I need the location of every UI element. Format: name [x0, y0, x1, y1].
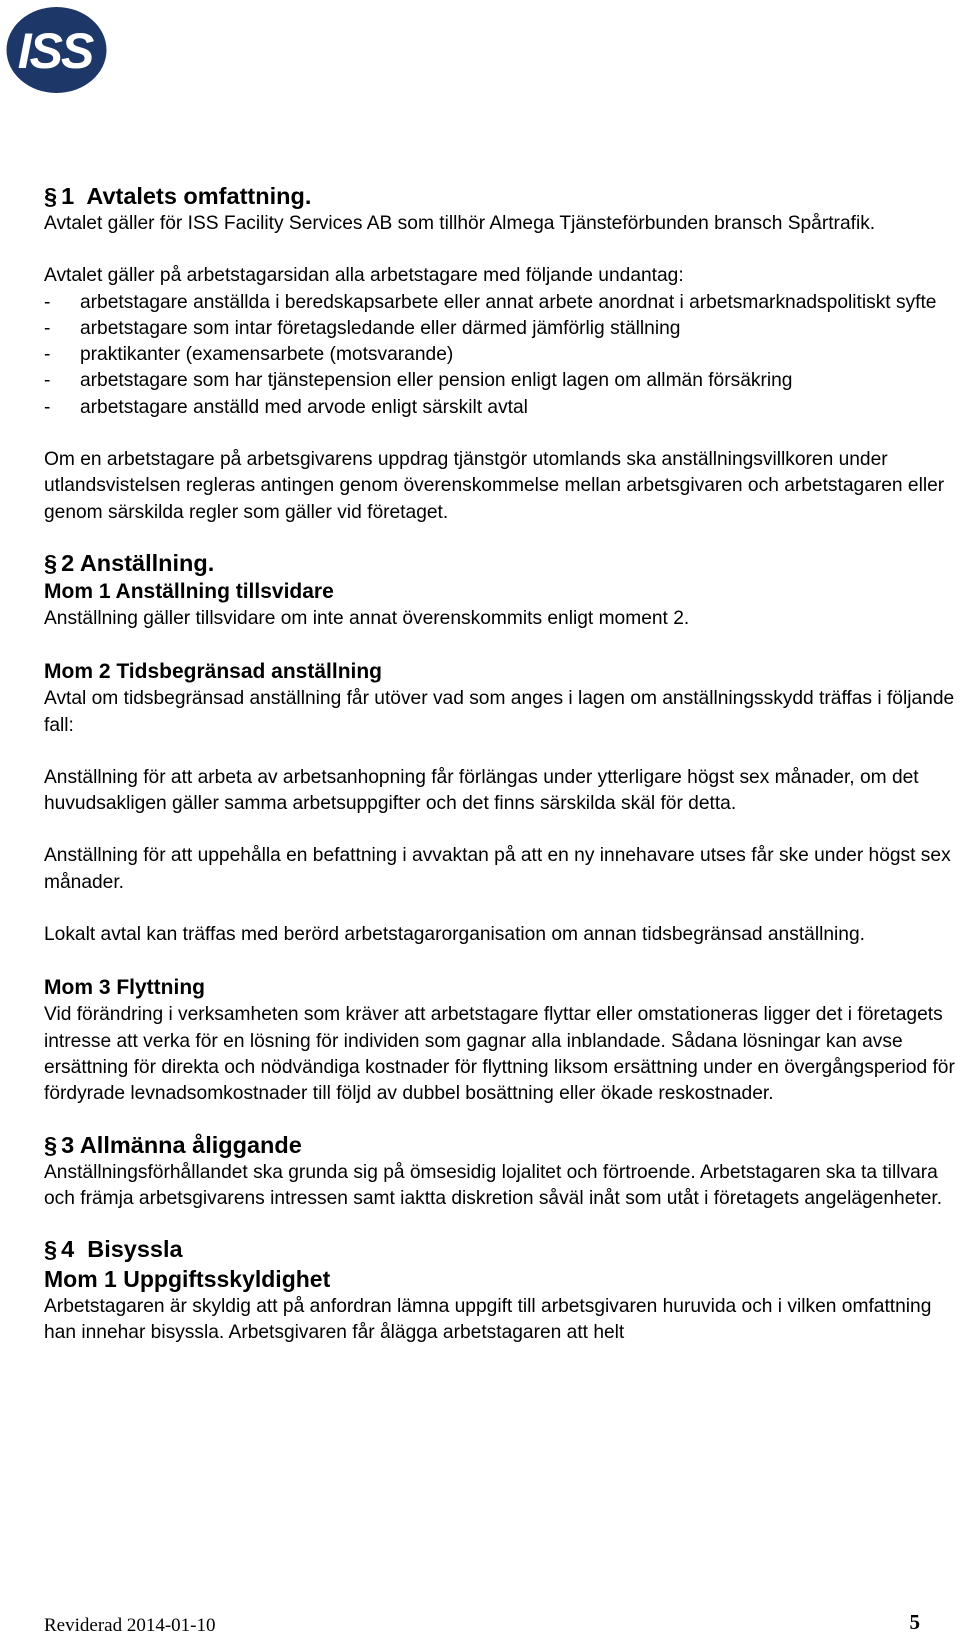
section-4-heading	[44, 1234, 956, 1264]
subsection-heading: Mom 3 Flyttning	[44, 976, 205, 1000]
paragraph: Anställning för att uppehålla en befattning i avvaktan på att en ny innehavare utses får ske under högst sex månader.	[44, 845, 951, 893]
section-symbol: §	[44, 1236, 58, 1263]
section-symbol: §	[44, 183, 58, 209]
paragraph: Anställning för att arbeta av arbetsanhopning får förlängas under ytterligare högst sex månader, om det huvudsakligen gäller samma arbetsuppgifter och det finns särskilda skäl för detta.	[44, 766, 919, 815]
paragraph: Avtalet gäller för ISS Facility Services AB som tillhör Almega Tjänsteförbunden bransch Spårtrafik.	[44, 213, 876, 234]
section-number: 2	[61, 549, 75, 576]
exceptions-list	[44, 290, 956, 421]
section-symbol: §	[44, 1131, 58, 1158]
paragraph: Anställningsförhållandet ska grunda sig på ömsesidig lojalitet och förtroende. Arbetstagaren ska ta tillvara och främja arbetsgivarens intressen samt iaktta diskretion såväl inåt som utåt i företagets angelägenheter.	[44, 1161, 943, 1209]
paragraph: Avtalet gäller på arbetstagarsidan alla arbetstagare med följande undantag:	[44, 265, 684, 287]
subsection-heading: Mom 1 Uppgiftsskyldighet	[44, 1266, 331, 1293]
section-3-heading	[44, 1130, 956, 1160]
list-item: - arbetstagare som intar företagsledande eller därmed jämförlig ställning	[44, 317, 681, 339]
paragraph: Avtal om tidsbegränsad anställning får utöver vad som anges i lagen om anställningsskydd träffas i följande fall:	[44, 688, 955, 736]
paragraph: Vid förändring i verksamheten som kräver att arbetstagare flyttar eller omstationeras ligger det i företagets intresse att verka för en lösning för individen som gagnar alla inblandade. Sådana lösningar kan avse ersättning för direkta och nödvändiga kostnader för flyttning liksom ersättning under en övergångsperiod för fördyrade levnadsomkostnader till följd av dubbel bosättning eller ökade reskostnader.	[44, 1004, 955, 1105]
section-number: 3	[61, 1131, 75, 1158]
paragraph: Om en arbetstagare på arbetsgivarens uppdrag tjänstgör utomlands ska anställningsvillkoren under utlandsvistelsen regleras antingen genom överenskommelse mellan arbetsgivaren och arbetstagaren eller genom särskilda regler som gäller vid företaget.	[44, 449, 945, 523]
section-title: Allmänna åliggande	[79, 1131, 302, 1158]
section-number: 4	[61, 1236, 75, 1263]
logo-text: ISS	[17, 23, 93, 79]
section-1-heading	[44, 181, 956, 211]
document-body	[44, 181, 956, 1347]
list-item: - praktikanter (examensarbete (motsvarande)	[44, 344, 454, 366]
section-number: 1	[61, 183, 75, 209]
paragraph: Arbetstagaren är skyldig att på anfordran lämna uppgift till arbetsgivaren huruvida och i vilken omfattning han innehar bisyssla. Arbetsgivaren får ålägga arbetstagaren att helt	[44, 1296, 932, 1344]
iss-logo	[5, 5, 108, 95]
page-number: 5	[909, 1610, 920, 1634]
list-item: - arbetstagare anställda i beredskapsarbete eller annat arbete anordnat i arbetsmarknadspolitiskt syfte	[44, 291, 937, 313]
section-2-heading	[44, 548, 956, 578]
list-item: - arbetstagare som har tjänstepension eller pension enligt lagen om allmän försäkring	[44, 370, 793, 392]
revision-date: Reviderad 2014-01-10	[44, 1615, 216, 1636]
paragraph: Anställning gäller tillsvidare om inte annat överenskommits enligt moment 2.	[44, 607, 690, 629]
section-title: Avtalets omfattning.	[86, 183, 312, 209]
section-symbol: §	[44, 549, 58, 576]
subsection-heading: Mom 1 Anställning tillsvidare	[44, 579, 334, 603]
list-item: - arbetstagare anställd med arvode enligt särskilt avtal	[44, 396, 528, 418]
section-title: Anställning.	[79, 549, 215, 576]
section-title: Bisyssla	[87, 1236, 183, 1263]
subsection-heading: Mom 2 Tidsbegränsad anställning	[44, 660, 383, 684]
paragraph: Lokalt avtal kan träffas med berörd arbetstagarorganisation om annan tidsbegränsad anställning.	[44, 924, 865, 946]
